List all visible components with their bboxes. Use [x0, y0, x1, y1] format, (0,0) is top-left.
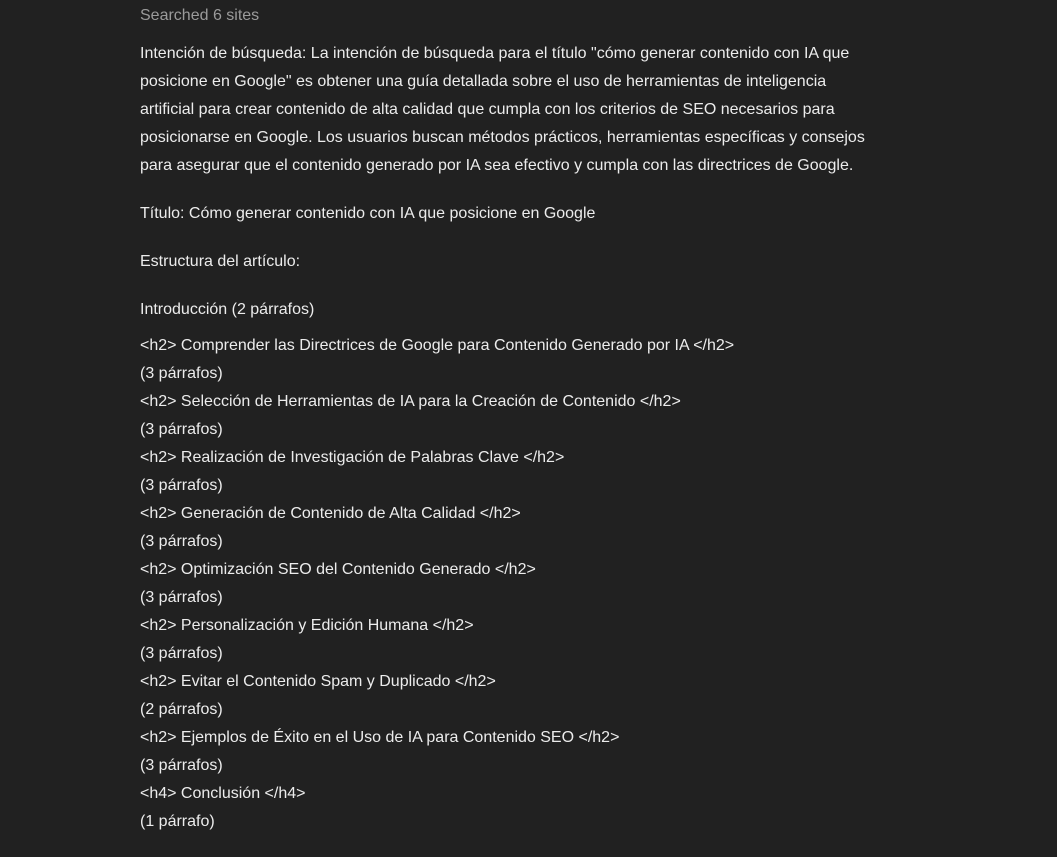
structure-label: Estructura del artículo: — [140, 253, 301, 270]
outline-line: (1 párrafo) — [140, 813, 215, 830]
outline-line: (3 párrafos) — [140, 477, 223, 494]
introduction-line: Introducción (2 párrafos) — [140, 301, 315, 318]
outline-line: <h2> Realización de Investigación de Palabras Clave </h2> — [140, 449, 565, 466]
outline-line: (3 párrafos) — [140, 365, 223, 382]
outline-line: (2 párrafos) — [140, 701, 223, 718]
searched-sites-toggle[interactable]: Searched 6 sites — [140, 7, 260, 24]
outline-line: <h2> Generación de Contenido de Alta Calidad </h2> — [140, 505, 521, 522]
article-outline — [140, 332, 734, 836]
article-title-line: Título: Cómo generar contenido con IA que posicione en Google — [140, 205, 596, 222]
search-intent-paragraph: Intención de búsqueda: La intención de búsqueda para el título "cómo generar contenido con IA que posicione en Google" es obtener una guía detallada sobre el uso de herramientas de inteligencia artificial para crear contenido de alta calidad que cumpla con los criterios de SEO necesarios para posicionarse en Google. Los usuarios buscan métodos prácticos, herramientas específicas y consejos para asegurar que el contenido generado por IA sea efectivo y cumpla con las directrices de Google. — [140, 45, 865, 174]
outline-line: <h4> Conclusión </h4> — [140, 785, 306, 802]
outline-line: (3 párrafos) — [140, 589, 223, 606]
outline-line: <h2> Ejemplos de Éxito en el Uso de IA para Contenido SEO </h2> — [140, 729, 620, 746]
outline-line: <h2> Optimización SEO del Contenido Generado </h2> — [140, 561, 536, 578]
outline-line: <h2> Selección de Herramientas de IA para la Creación de Contenido </h2> — [140, 393, 681, 410]
outline-line: <h2> Personalización y Edición Humana </h2> — [140, 617, 474, 634]
outline-line: <h2> Comprender las Directrices de Google para Contenido Generado por IA </h2> — [140, 337, 735, 354]
outline-line: (3 párrafos) — [140, 533, 223, 550]
outline-line: (3 párrafos) — [140, 757, 223, 774]
outline-line: (3 párrafos) — [140, 421, 223, 438]
outline-line: (3 párrafos) — [140, 645, 223, 662]
outline-line: <h2> Evitar el Contenido Spam y Duplicado </h2> — [140, 673, 496, 690]
